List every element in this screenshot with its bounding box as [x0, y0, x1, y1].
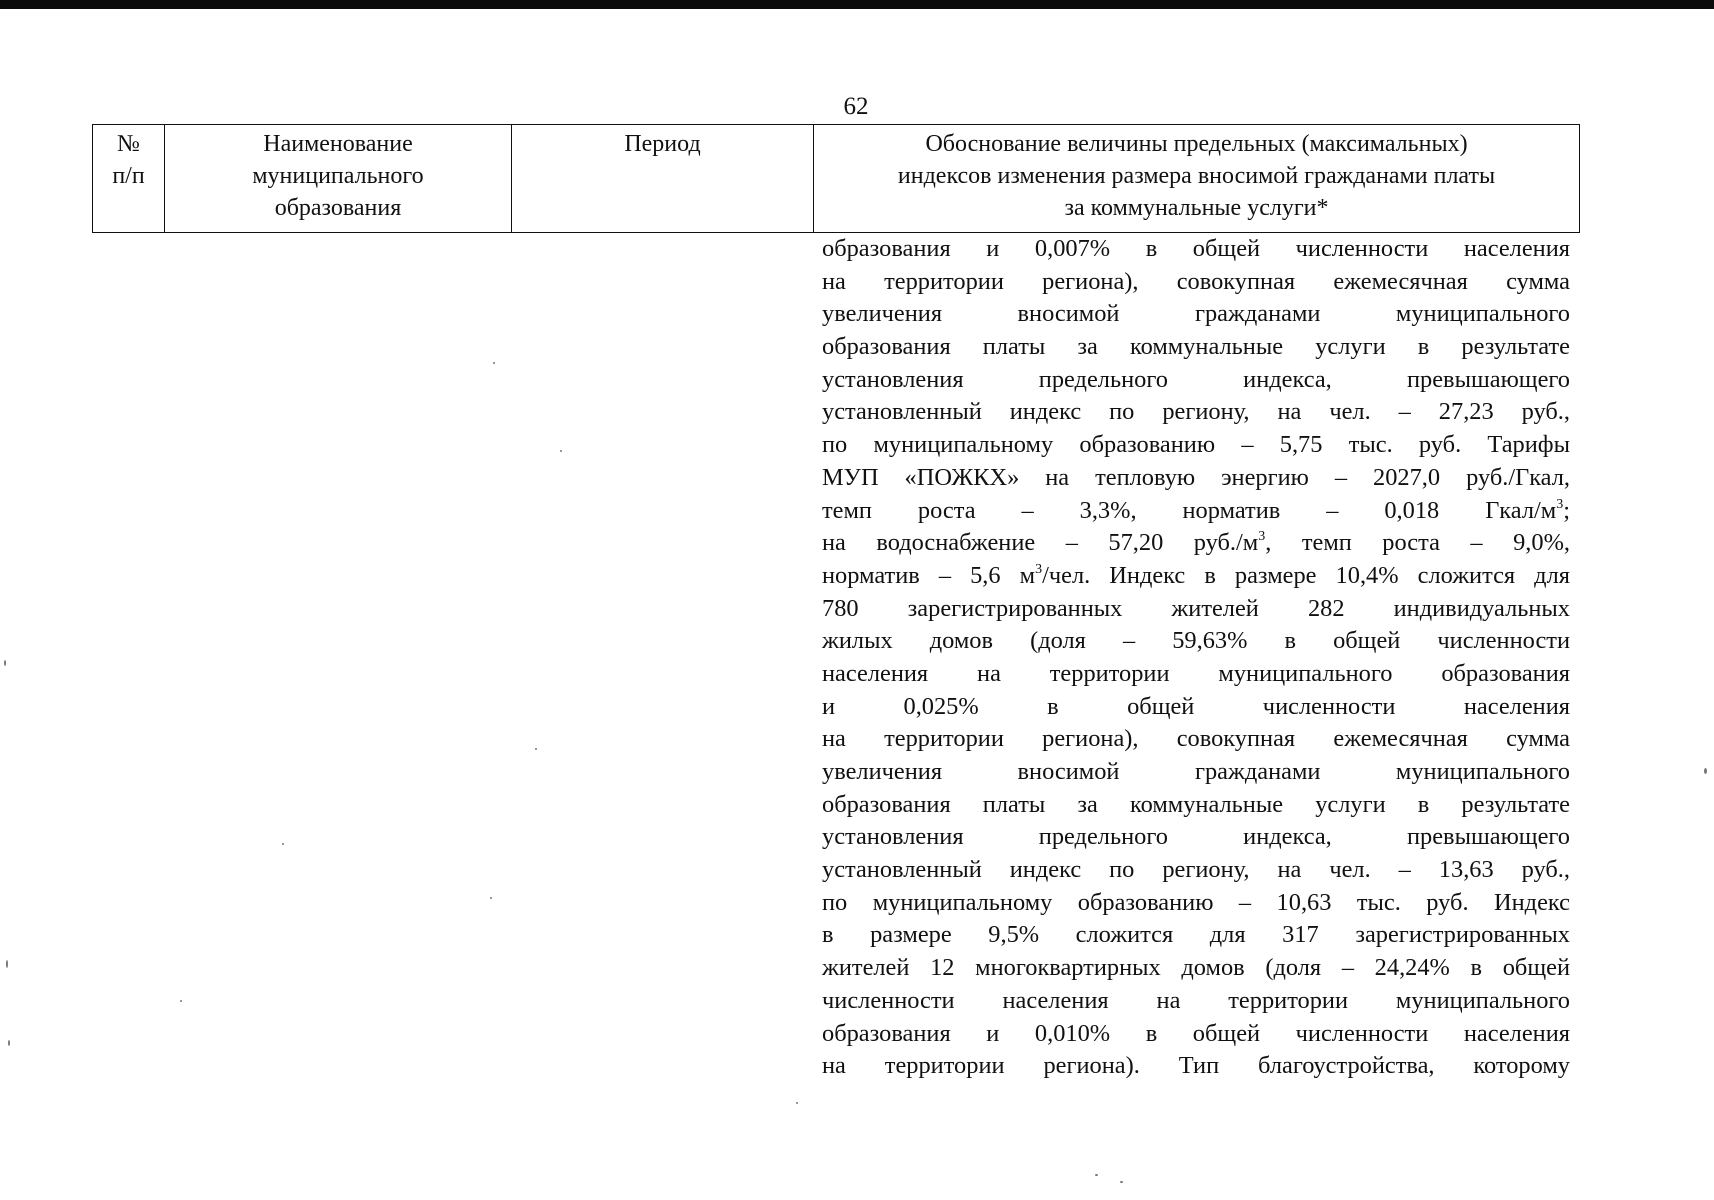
header-col-number-line: №: [117, 131, 140, 157]
text-line: [822, 495, 1570, 528]
text-line: установления предельного индекса, превышающего: [822, 365, 1570, 393]
header-col-number-line: п/п: [112, 163, 145, 189]
basis-text-block: [822, 233, 1570, 1083]
text-line: на территории региона), совокупная ежемесячная сумма: [822, 267, 1570, 295]
text-line: установленный индекс по региону, на чел. – 27,23 руб.,: [822, 398, 1570, 426]
header-col-basis-line: индексов изменения размера вносимой гражданами платы: [897, 163, 1496, 189]
header-col-period: [511, 125, 813, 232]
scan-speck: [1704, 768, 1707, 774]
text-line: жилых домов (доля – 59,63% в общей численности: [822, 627, 1570, 655]
header-col-basis-line: за коммунальные услуги*: [1064, 195, 1329, 221]
text-line: образования платы за коммунальные услуги в результате: [822, 790, 1570, 818]
header-col-period-line: Период: [624, 131, 701, 157]
superscript: 3: [1556, 496, 1564, 512]
scan-speck: [493, 362, 495, 364]
text-line: в размере 9,5% сложится для 317 зарегистрированных: [822, 921, 1570, 949]
text-line: установления предельного индекса, превышающего: [822, 823, 1570, 851]
scan-speck: [560, 450, 562, 452]
scan-speck: [8, 1040, 10, 1046]
table-header: [92, 124, 1580, 233]
text-line: по муниципальному образованию – 5,75 тыс. руб. Тарифы: [822, 431, 1570, 459]
text-line: на территории региона), совокупная ежемесячная сумма: [822, 725, 1570, 753]
text-line: [822, 560, 1570, 593]
text-line: МУП «ПОЖКХ» на тепловую энергию – 2027,0 руб./Гкал,: [822, 463, 1570, 491]
header-col-municipality: [164, 125, 511, 232]
header-col-basis: [813, 125, 1580, 232]
header-col-basis-line: Обоснование величины предельных (максимальных): [925, 131, 1468, 157]
text-line: по муниципальному образованию – 10,63 тыс. руб. Индекс: [822, 888, 1570, 916]
text-line: установленный индекс по региону, на чел. – 13,63 руб.,: [822, 856, 1570, 884]
scan-speck: [4, 660, 6, 666]
text-line: [822, 527, 1570, 560]
scan-speck: [282, 843, 284, 845]
scan-speck: [180, 1000, 182, 1002]
text-fragment: /чел. Индекс в размере 10,4% сложится для: [1042, 561, 1570, 589]
text-line: образования платы за коммунальные услуги в результате: [822, 333, 1570, 361]
scan-speck: [535, 748, 537, 750]
header-col-municipality-line: Наименование: [263, 131, 413, 157]
text-fragment: на водоснабжение – 57,20 руб./м: [822, 529, 1259, 557]
superscript: 3: [1258, 529, 1266, 545]
text-line: увеличения вносимой гражданами муниципального: [822, 300, 1570, 328]
superscript: 3: [1035, 561, 1043, 577]
scan-speck: [796, 1102, 798, 1104]
text-line: 780 зарегистрированных жителей 282 индивидуальных: [822, 594, 1570, 622]
scan-speck: [6, 960, 8, 968]
text-line: образования и 0,007% в общей численности населения: [822, 235, 1570, 262]
text-fragment: темп роста – 3,3%, норматив – 0,018 Гкал/м: [822, 496, 1557, 524]
text-fragment: ;: [1563, 496, 1570, 524]
text-line: и 0,025% в общей численности населения: [822, 692, 1570, 720]
text-line: увеличения вносимой гражданами муниципального: [822, 758, 1570, 785]
text-line: населения на территории муниципального образования: [822, 659, 1570, 687]
header-col-number: [92, 125, 164, 232]
scan-speck: [490, 897, 492, 899]
text-line: на территории региона). Тип благоустройства, которому: [822, 1052, 1570, 1080]
header-col-municipality-line: муниципального: [252, 163, 424, 189]
page-top-edge: [0, 0, 1714, 9]
scan-speck: [1095, 1174, 1098, 1176]
page-number: 62: [843, 93, 869, 120]
text-line: жителей 12 многоквартирных домов (доля – 24,24% в общей: [822, 954, 1570, 982]
text-fragment: , темп роста – 9,0%,: [1265, 529, 1570, 557]
text-line: численности населения на территории муниципального: [822, 986, 1570, 1014]
header-col-municipality-line: образования: [274, 195, 402, 221]
text-fragment: норматив – 5,6 м: [822, 561, 1036, 589]
scan-speck: [1120, 1181, 1123, 1183]
text-line: образования и 0,010% в общей численности населения: [822, 1019, 1570, 1047]
